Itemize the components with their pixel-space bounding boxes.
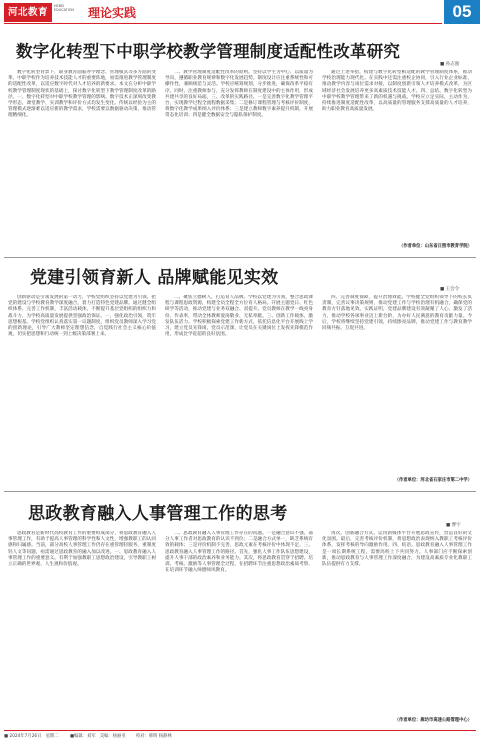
article1-column-2 xyxy=(165,70,313,252)
article3-column-2 xyxy=(165,531,313,727)
page-header xyxy=(0,0,480,26)
article2-author-note: （作者单位：河北省石家庄市第二中学） xyxy=(394,478,472,483)
article3-author-note: （作者单位：廊坊市高速公路管理中心） xyxy=(394,718,472,723)
article-divider xyxy=(4,491,476,492)
article2-column-1 xyxy=(8,295,156,485)
article3-paragraph: 再次，创新融合方式，运用新媒体平台开展思政宣传，营造良好的文化氛围。最后，完善考核评价机制，将思想政治表现纳入教职工考核评价体系，发挥考核的导向激励作用。四、结语。思政教育融入人事管理工作是一项长期系统工程，需要高校上下共同努力。人事部门应不断探索创新，推动思政教育与人事管理工作深度融合，为建设高素质专业化教职工队伍提供有力支撑。 xyxy=(322,531,472,568)
article3-paragraph: 思政教育是新时代高校教育工作的重要组成部分，将思政教育融入人事管理工作，有助于提高人事管理的科学性和人文性，增强教职工的认同感和归属感。当前，部分高校人事管理工作仍存在重管理轻服务、重制度轻人文等问题，亟需通过思政教育的融入加以改进。一、思政教育融入人事管理工作的重要意义。有利于加强教职工思想政治建设，引导教职工树立正确的世界观、人生观和价值观。 xyxy=(8,531,156,568)
page-number-badge: 05 xyxy=(444,0,480,24)
header-rule xyxy=(4,23,442,24)
article1-paragraph: 二、教学管理制度适配性改革的原则。坚持以学生为中心、以质量为导向，遵循职业教育规律和数字化发展趋势。制度设计应注重系统性和可操作性，兼顾规范与灵活。学校应统筹规划，分步推进，确保改革平稳有序。同时，注重教师参与，充分发挥教师在制度建设中的主体作用，形成共建共享的良好局面。三、改革的实践路径。一是完善数字化教学管理平台，实现教学过程全流程数据采集；二是修订课程管理与考核评价制度，将数字化教学成果纳入评价体系；三是建立教师数字素养提升机制，开展常态化培训；四是健全数据安全与隐私保护制度。 xyxy=(165,70,313,119)
article2-column-2 xyxy=(165,295,313,485)
article1-author-note: （作者单位：山东省日照市教育学院） xyxy=(398,244,472,249)
newspaper-logo: 河北教育 xyxy=(4,3,52,22)
article1-column-1 xyxy=(8,70,156,252)
article2-column-3 xyxy=(322,295,472,475)
article2-paragraph: 二、聚焦立德树人，打造育人品牌。学校以党建为引领，整合思政课程与课程思政资源，构建全员全程全方位育人格局。开展主题党日、红色研学等活动，推动党建与业务双融合、双提升。党员教师在教学一线亮身份、作表率，带动全体教师爱岗敬业、无私奉献。三、创新工作载体，激发队伍活力。学校积极探索党建工作新方式，依托信息化平台开展线上学习，建立党员先锋岗、党员示范课，让党员在关键岗位上发挥先锋模范作用，形成比学赶超的良好氛围。 xyxy=(165,295,313,338)
footer-proofreader: 校对：韩明 杨静林 xyxy=(136,734,172,739)
article2-paragraph: 四、完善制度保障，提升治理效能。学校健全党组织领导下的校长负责制，完善议事决策规则，推动党建工作与学校治理有机融合，确保党的教育方针落地见效。实践证明，党建品牌建设有效凝聚了人心、激发了活力，推动学校各项事业迈上新台阶，为办好人民满意的教育贡献力量。今后，学校将继续坚持党建引领，持续擦亮品牌，推动党建工作与教育教学同频共振、互促共进。 xyxy=(322,295,472,332)
footer-date: ■ 2024年7月26日 星期二 xyxy=(4,734,59,739)
article2-author: ■ 王会令 xyxy=(440,287,460,292)
article1-paragraph: 数字化转型背景下，职业教育面临办学理念、管理模式等多方面的变革。中职学校作为培养技术技能人才的重要阵地，亟需推进教学管理制度的适配性改革，以适应数字时代对人才培养的新要求。本文在分析中职学校教学管理制度现状的基础上，探讨数字化转型下教学管理制度改革的路径。一、数字化转型对中职学校教学管理的影响。数字技术正深刻改变教学形态，课堂教学、实训教学和评价方式均发生变化。传统以经验为主的管理模式逐渐难以适应新的教学需求，学校需要以数据驱动决策，推动管理精细化。 xyxy=(8,70,156,119)
article3-paragraph: 二、思政教育融入人事管理工作存在的问题。一是融合意识不强，部分人事工作者对思政教育的认识不到位；二是融合方式单一，缺乏系统有效的载体；三是评价机制不完善，思政元素在考核评价中体现不足。三、思政教育融入人事管理工作的路径。首先，强化人事工作队伍思想建设，提升人事干部的政治素养和业务能力。其次，将思政教育贯穿于招聘、培训、考核、激励等人事管理全过程，在招聘环节注重思想政治素质考察，在培训环节融入师德师风教育。 xyxy=(165,531,313,574)
article3-column-3 xyxy=(322,531,472,715)
article1-headline: 数字化转型下中职学校教学管理制度适配性改革研究 xyxy=(16,42,401,61)
section-title: 理论实践 xyxy=(88,6,137,20)
article1-column-3 xyxy=(322,70,472,242)
newspaper-logo-subtitle: HEBEI EDUCATION xyxy=(54,4,74,13)
article3-headline: 思政教育融入人事管理工作的思考 xyxy=(28,504,288,524)
article2-headline: 党建引领育新人 品牌赋能见实效 xyxy=(30,268,279,288)
article3-column-1 xyxy=(8,531,156,727)
page-footer xyxy=(4,730,476,740)
article3-author: ■ 曹宇 xyxy=(446,523,461,528)
article2-paragraph: 创新驱动是引领发展的第一动力，学校党组织坚持以党建为引领，把党的建设与学校教育教学深度融合，着力打造特色党建品牌。通过健全组织体系、完善工作机制、丰富活动载体，不断提升基层党组织的组织力和战斗力，为学校高质量发展提供坚强政治保证。一、强化政治引领，筑牢思想根基。学校党组织认真落实第一议题制度，组织党员教师深入学习党的创新理论，引导广大教师坚定理想信念，自觉践行社会主义核心价值观，切实把思想和行动统一到上级决策部署上来。 xyxy=(8,295,156,338)
article1-paragraph: 通过上述举措，构建与数字化转型相适配的教学管理制度体系，推动学校治理能力现代化。在实践中还需注重校企协同，引入行业企业标准，推动教学内容与岗位需求对接，以制度创新引领人才培养模式改革，为区域经济社会发展培养更多高素质技术技能人才。四、总结。数字化转型为中职学校教学管理带来了新的机遇与挑战。学校应立足实际，主动作为，持续推进制度适配性改革，以高质量的管理服务支撑高质量的人才培养，助力职业教育高质量发展。 xyxy=(322,70,472,113)
article-divider xyxy=(4,257,476,258)
article1-author: ■ 孙志强 xyxy=(440,62,460,67)
footer-editor: ■编辑：刘军 美编：杨丽亚 xyxy=(70,734,126,739)
